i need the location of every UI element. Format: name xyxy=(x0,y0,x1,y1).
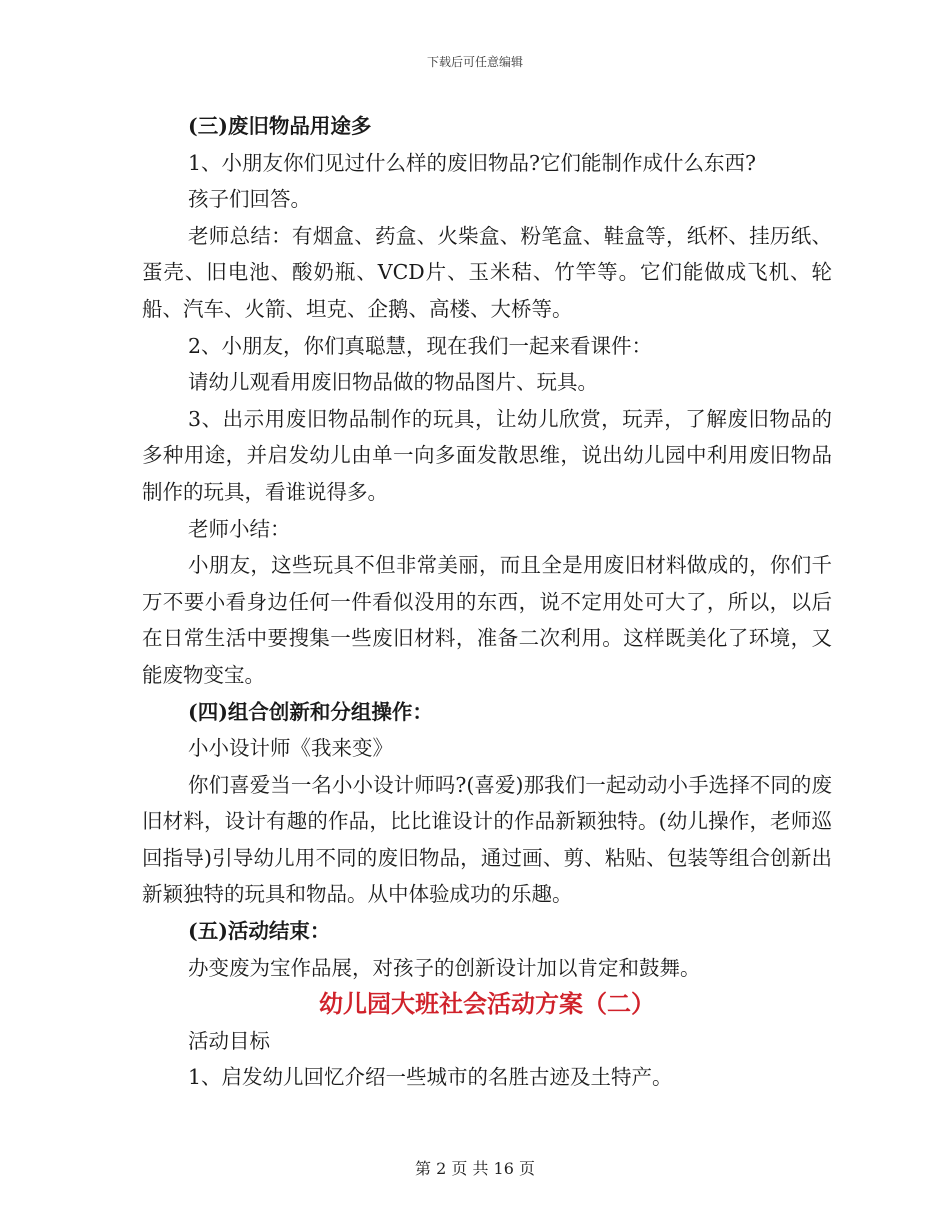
paragraph: 1、小朋友你们见过什么样的废旧物品?它们能制作成什么东西? xyxy=(188,150,757,175)
heading-five: (五)活动结束： xyxy=(188,919,331,944)
paragraph: 1、启发幼儿回忆介绍一些城市的名胜古迹及土特产。 xyxy=(188,1065,673,1090)
page-header-note: 下载后可任意编辑 xyxy=(426,55,523,69)
paragraph: 老师小结： xyxy=(188,516,291,541)
section-title: 幼儿园大班社会活动方案（二） xyxy=(319,989,655,1019)
document-body xyxy=(142,108,832,1096)
heading-four: (四)组合创新和分组操作： xyxy=(188,699,433,724)
page-footer: 第 2 页 共 16 页 xyxy=(415,1159,535,1178)
paragraph: 小朋友，这些玩具不但非常美丽，而且全是用废旧材料做成的，你们千万不要小看身边任何一件看似没用的东西，说不定用处可大了，所以，以后在日常生活中要搜集一些废旧材料，准备二次利用。这样既美化了环境，又能废物变宝。 xyxy=(142,553,832,687)
paragraph: 孩子们回答。 xyxy=(188,187,311,212)
paragraph: 请幼儿观看用废旧物品做的物品图片、玩具。 xyxy=(188,370,598,395)
heading-three: (三)废旧物品用途多 xyxy=(188,114,372,138)
paragraph: 老师总结：有烟盒、药盒、火柴盒、粉笔盒、鞋盒等，纸杯、挂历纸、蛋壳、旧电池、酸奶瓶、VCD片、玉米秸、竹竿等。它们能做成飞机、轮船、汽车、火箭、坦克、企鹅、高楼、大桥等。 xyxy=(142,223,832,321)
paragraph: 小小设计师《我来变》 xyxy=(188,736,393,761)
paragraph: 2、小朋友，你们真聪慧，现在我们一起来看课件： xyxy=(188,333,653,358)
paragraph: 你们喜爱当一名小小设计师吗?(喜爱)那我们一起动动小手选择不同的废旧材料，设计有趣的作品，比比谁设计的作品新颖独特。(幼儿操作，老师巡回指导)引导幼儿用不同的废旧物品，通过画、剪、粘贴、包装等组合创新出新颖独特的玩具和物品。从中体验成功的乐趣。 xyxy=(142,772,832,907)
paragraph: 3、出示用废旧物品制作的玩具，让幼儿欣赏，玩弄，了解废旧物品的多种用途，并启发幼儿由单一向多面发散思维，说出幼儿园中利用废旧物品制作的玩具，看谁说得多。 xyxy=(142,406,832,504)
paragraph: 活动目标 xyxy=(188,1028,270,1053)
paragraph: 办变废为宝作品展，对孩子的创新设计加以肯定和鼓舞。 xyxy=(188,955,701,980)
